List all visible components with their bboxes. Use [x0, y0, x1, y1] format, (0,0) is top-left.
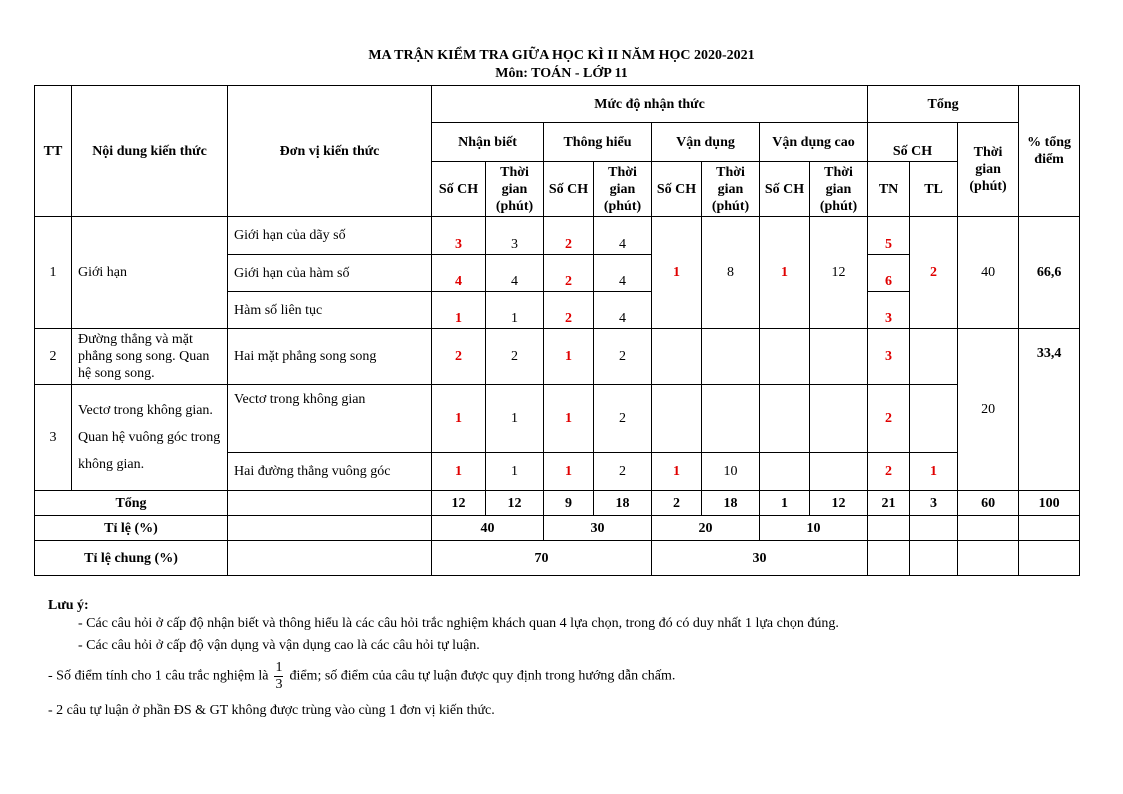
row2-tl	[910, 329, 958, 385]
total-nb-time: 12	[486, 491, 544, 516]
row1-th-time-1: 4	[594, 217, 652, 255]
row1-unit-3: Hàm số liên tục	[228, 292, 432, 329]
row2-th-ch: 1	[544, 329, 594, 385]
row1-th-ch-3: 2	[544, 292, 594, 329]
ratio-label: Tỉ lệ (%)	[35, 516, 228, 541]
row1-vdc-time: 12	[810, 217, 868, 329]
row3-tn-1: 2	[868, 385, 910, 453]
total-th-ch: 9	[544, 491, 594, 516]
document-subtitle: Môn: TOÁN - LỚP 11	[495, 66, 628, 81]
total-nb-ch: 12	[432, 491, 486, 516]
row1-nb-time-1: 3	[486, 217, 544, 255]
row3-nb-time-2: 1	[486, 453, 544, 491]
row2-vd-time	[702, 329, 760, 385]
row3-vd-time-2: 10	[702, 453, 760, 491]
row2-th-time: 2	[594, 329, 652, 385]
row3-content: Vectơ trong không gian. Quan hệ vuông góc trong không gian.	[72, 385, 228, 491]
fraction-denominator: 3	[275, 677, 283, 692]
row2-vdc-ch	[760, 329, 810, 385]
header-vd-time: Thời gian (phút)	[702, 162, 760, 217]
ratio-empty	[228, 516, 432, 541]
row3-tt: 3	[35, 385, 72, 491]
row2-nb-time: 2	[486, 329, 544, 385]
row2-vd-ch	[652, 329, 702, 385]
totals-empty	[228, 491, 432, 516]
row1-vdc-ch: 1	[760, 217, 810, 329]
totals-label: Tổng	[35, 491, 228, 516]
row1-tl: 2	[910, 217, 958, 329]
row2-content: Đường thẳng và mặt phẳng song song. Quan hệ song song.	[72, 329, 228, 385]
row1-tt: 1	[35, 217, 72, 329]
ratio-general-label: Tỉ lệ chung (%)	[35, 541, 228, 576]
row3-tn-2: 2	[868, 453, 910, 491]
row3-vd-time-1	[702, 385, 760, 453]
row3-th-time-1: 2	[594, 385, 652, 453]
ratio-nb: 40	[432, 516, 544, 541]
header-tn: TN	[868, 162, 910, 217]
row3-tl-1	[910, 385, 958, 453]
row1-nb-time-3: 1	[486, 292, 544, 329]
row1-unit-1: Giới hạn của dãy số	[228, 217, 432, 255]
row3-vdc-time-2	[810, 453, 868, 491]
header-percent: % tổng điểm	[1019, 86, 1080, 217]
row3-nb-ch-1: 1	[432, 385, 486, 453]
row3-unit-1: Vectơ trong không gian	[228, 385, 432, 453]
row1-percent: 66,6	[1019, 217, 1080, 329]
row3-vdc-ch-1	[760, 385, 810, 453]
header-th-soch: Số CH	[544, 162, 594, 217]
row1-nb-time-2: 4	[486, 255, 544, 292]
row1-content: Giới hạn	[72, 217, 228, 329]
row2-tt: 2	[35, 329, 72, 385]
note-3	[48, 660, 675, 693]
ratio-general-tl-empty	[910, 541, 958, 576]
total-percent: 100	[1019, 491, 1080, 516]
row1-nb-ch-2: 4	[432, 255, 486, 292]
row3-vdc-time-1	[810, 385, 868, 453]
row3-th-ch-1: 1	[544, 385, 594, 453]
header-so-ch-total: Số CH	[868, 123, 958, 162]
ratio-general-2: 30	[652, 541, 868, 576]
row1-tn-1: 5	[868, 217, 910, 255]
row3-vdc-ch-2	[760, 453, 810, 491]
total-vdc-time: 12	[810, 491, 868, 516]
row1-time: 40	[958, 217, 1019, 329]
note-2: - Các câu hỏi ở cấp độ vận dụng và vận dụng cao là các câu hỏi tự luận.	[78, 638, 480, 653]
total-vdc-ch: 1	[760, 491, 810, 516]
row3-vd-ch-2: 1	[652, 453, 702, 491]
one-third-fraction	[274, 660, 283, 693]
ratio-time-empty	[958, 516, 1019, 541]
ratio-vdc: 10	[760, 516, 868, 541]
total-tn: 21	[868, 491, 910, 516]
ratio-general-time-empty	[958, 541, 1019, 576]
header-nb-soch: Số CH	[432, 162, 486, 217]
assessment-matrix-table	[34, 85, 1080, 576]
header-vdc-time: Thời gian (phút)	[810, 162, 868, 217]
ratio-th: 30	[544, 516, 652, 541]
row1-vd-time: 8	[702, 217, 760, 329]
header-total-time: Thời gian (phút)	[958, 123, 1019, 217]
row3-unit-2: Hai đường thẳng vuông góc	[228, 453, 432, 491]
header-thong-hieu: Thông hiểu	[544, 123, 652, 162]
row23-time: 20	[958, 329, 1019, 491]
header-tt: TT	[35, 86, 72, 217]
header-th-time: Thời gian (phút)	[594, 162, 652, 217]
row2-nb-ch: 2	[432, 329, 486, 385]
row3-vd-ch-1	[652, 385, 702, 453]
row3-nb-ch-2: 1	[432, 453, 486, 491]
ratio-tn-empty	[868, 516, 910, 541]
header-total: Tổng	[868, 86, 1019, 123]
header-unit: Đơn vị kiến thức	[228, 86, 432, 217]
ratio-vd: 20	[652, 516, 760, 541]
notes-heading: Lưu ý:	[48, 598, 89, 613]
ratio-general-1: 70	[432, 541, 652, 576]
note-3-suffix: điểm; số điểm của câu tự luận được quy định trong hướng dẫn chấm.	[289, 668, 676, 684]
row23-percent: 33,4	[1019, 329, 1080, 491]
row2-vdc-time	[810, 329, 868, 385]
total-th-time: 18	[594, 491, 652, 516]
total-tl: 3	[910, 491, 958, 516]
row1-vd-ch: 1	[652, 217, 702, 329]
header-vdc-soch: Số CH	[760, 162, 810, 217]
note-4: - 2 câu tự luận ở phần ĐS & GT không được trùng vào cùng 1 đơn vị kiến thức.	[48, 703, 495, 718]
total-vd-time: 18	[702, 491, 760, 516]
header-content: Nội dung kiến thức	[72, 86, 228, 217]
row1-th-ch-1: 2	[544, 217, 594, 255]
header-vd-soch: Số CH	[652, 162, 702, 217]
header-tl: TL	[910, 162, 958, 217]
ratio-general-tn-empty	[868, 541, 910, 576]
row3-tl-2: 1	[910, 453, 958, 491]
total-time: 60	[958, 491, 1019, 516]
ratio-general-pct-empty	[1019, 541, 1080, 576]
document-title: MA TRẬN KIỂM TRA GIỮA HỌC KÌ II NĂM HỌC 2020-2021	[368, 48, 755, 63]
header-nhan-biet: Nhận biết	[432, 123, 544, 162]
row1-tn-2: 6	[868, 255, 910, 292]
ratio-pct-empty	[1019, 516, 1080, 541]
total-vd-ch: 2	[652, 491, 702, 516]
ratio-general-empty	[228, 541, 432, 576]
ratio-tl-empty	[910, 516, 958, 541]
row1-th-time-3: 4	[594, 292, 652, 329]
header-van-dung-cao: Vận dụng cao	[760, 123, 868, 162]
row1-tn-3: 3	[868, 292, 910, 329]
note-1: - Các câu hỏi ở cấp độ nhận biết và thông hiểu là các câu hỏi trắc nghiệm khách quan 4 lựa chọn, trong đó có duy nhất 1 lựa chọn đúng.	[78, 616, 839, 631]
row3-th-time-2: 2	[594, 453, 652, 491]
row1-nb-ch-1: 3	[432, 217, 486, 255]
note-3-prefix: - Số điểm tính cho 1 câu trắc nghiệm là	[48, 668, 269, 684]
row1-th-ch-2: 2	[544, 255, 594, 292]
row1-unit-2: Giới hạn của hàm số	[228, 255, 432, 292]
header-van-dung: Vận dụng	[652, 123, 760, 162]
row3-nb-time-1: 1	[486, 385, 544, 453]
row3-th-ch-2: 1	[544, 453, 594, 491]
row1-nb-ch-3: 1	[432, 292, 486, 329]
fraction-numerator: 1	[275, 660, 283, 675]
row2-unit: Hai mặt phẳng song song	[228, 329, 432, 385]
header-level: Mức độ nhận thức	[432, 86, 868, 123]
row2-tn: 3	[868, 329, 910, 385]
header-nb-time: Thời gian (phút)	[486, 162, 544, 217]
row1-th-time-2: 4	[594, 255, 652, 292]
